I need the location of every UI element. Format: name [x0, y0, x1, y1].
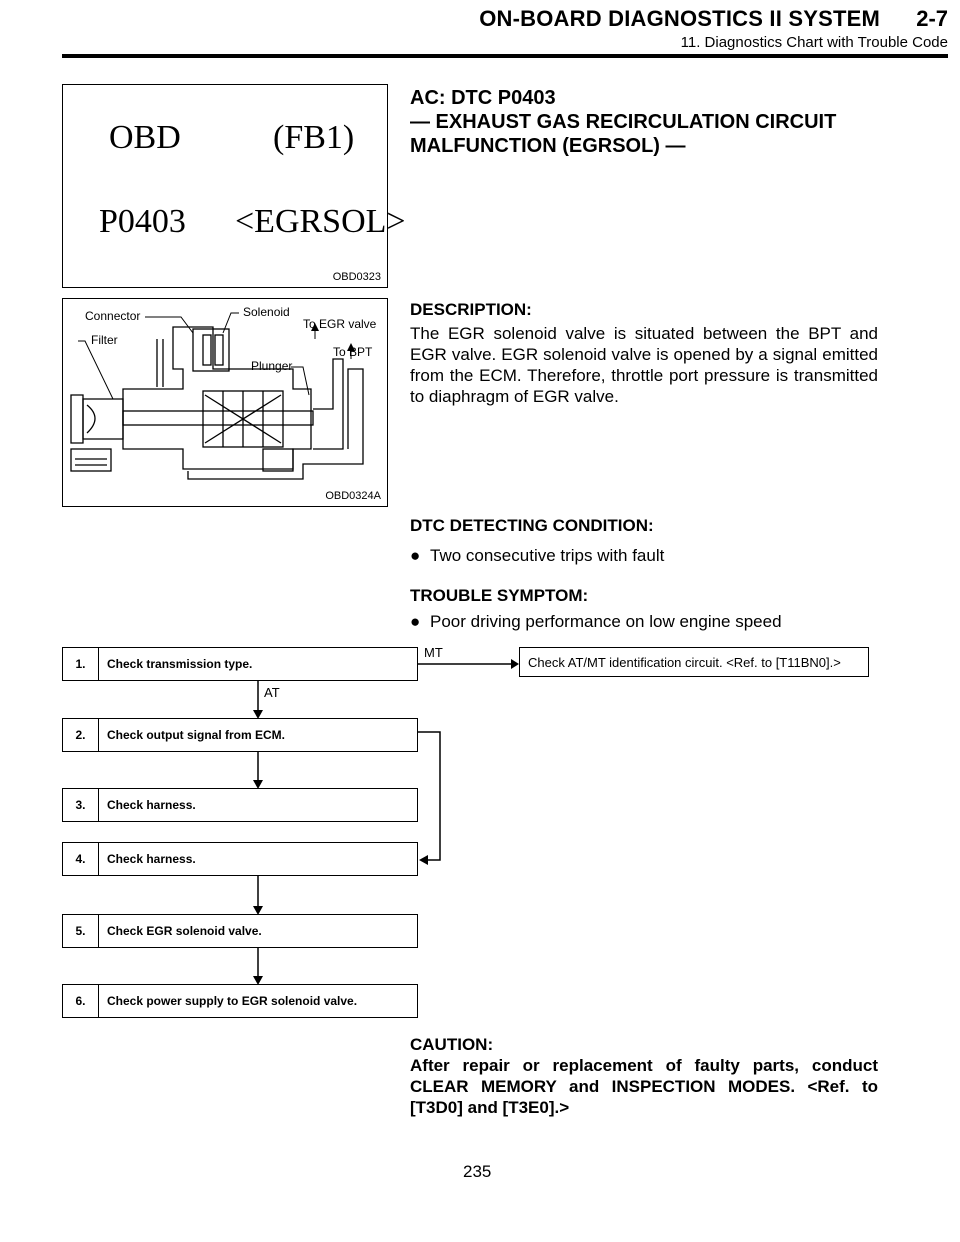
flow-step-4 — [62, 842, 418, 876]
label-connector: Connector — [85, 309, 141, 323]
flow-side-box: Check AT/MT identification circuit. <Ref. to [T11BN0].> — [519, 647, 869, 677]
description-title: DESCRIPTION: — [410, 300, 532, 319]
figure1-line1-left: OBD — [109, 119, 181, 156]
symptom-bullet-text: Poor driving performance on low engine speed — [430, 612, 782, 631]
flow-step-5-number: 5. — [63, 915, 99, 947]
flow-step-3-number: 3. — [63, 789, 99, 821]
label-filter: Filter — [91, 333, 118, 347]
flow-step-2-number: 2. — [63, 719, 99, 751]
caution-text: After repair or replacement of faulty parts, conduct CLEAR MEMORY and INSPECTION MODES. <Ref. to [T3D0] and [T3E0].> — [410, 1056, 878, 1117]
flow-step-2-text: Check output signal from ECM. — [107, 728, 286, 742]
figure1-code: OBD0323 — [332, 271, 381, 283]
flow-step-6 — [62, 984, 418, 1018]
detecting-title: DTC DETECTING CONDITION: — [410, 516, 654, 535]
flow-step-1-text: Check transmission type. — [107, 657, 253, 671]
label-plunger: Plunger — [251, 359, 293, 373]
flow-step-1-number: 1. — [63, 648, 99, 680]
dtc-heading-line3: MALFUNCTION (EGRSOL) — — [410, 135, 686, 157]
detecting-bullet-text: Two consecutive trips with fault — [430, 546, 665, 565]
flow-step-4-text: Check harness. — [107, 852, 196, 866]
dtc-heading-line1: AC: DTC P0403 — [410, 87, 556, 109]
branch-label-at: AT — [264, 685, 280, 700]
label-solenoid: Solenoid — [243, 305, 290, 319]
flow-step-2 — [62, 718, 418, 752]
figure2-code: OBD0324A — [325, 490, 381, 502]
header-title: ON-BOARD DIAGNOSTICS II SYSTEM — [479, 6, 880, 31]
dtc-heading-line2: — EXHAUST GAS RECIRCULATION CIRCUIT — [410, 111, 837, 133]
flow-step-1 — [62, 647, 418, 681]
description-text: The EGR solenoid valve is situated between the BPT and EGR valve. EGR solenoid valve is opened by a signal emitted from the ECM. Therefore, throttle port pressure is transmitted to diaphragm of EGR valve. — [410, 324, 878, 406]
flow-step-6-text: Check power supply to EGR solenoid valve. — [107, 994, 358, 1008]
label-to-bpt: To BPT — [333, 345, 373, 359]
figure1-line2-right: <EGRSOL> — [235, 203, 406, 240]
branch-label-mt: MT — [424, 645, 443, 660]
figure1-line1-right: (FB1) — [273, 119, 355, 156]
flow-step-3 — [62, 788, 418, 822]
bullet-icon: ● — [410, 546, 421, 565]
flow-step-5 — [62, 914, 418, 948]
caution-title: CAUTION: — [410, 1035, 494, 1054]
figure1-line2-left: P0403 — [99, 203, 186, 240]
page-number: 235 — [463, 1162, 492, 1181]
bullet-icon: ● — [410, 612, 421, 631]
symptom-title: TROUBLE SYMPTOM: — [410, 586, 589, 605]
flow-step-4-number: 4. — [63, 843, 99, 875]
flow-step-6-number: 6. — [63, 985, 99, 1017]
label-to-egr-valve: To EGR valve — [303, 317, 377, 331]
header-subtitle: 11. Diagnostics Chart with Trouble Code — [680, 34, 948, 51]
flow-step-5-text: Check EGR solenoid valve. — [107, 924, 262, 938]
flow-step-3-text: Check harness. — [107, 798, 196, 812]
section-number: 2-7 — [916, 6, 948, 31]
